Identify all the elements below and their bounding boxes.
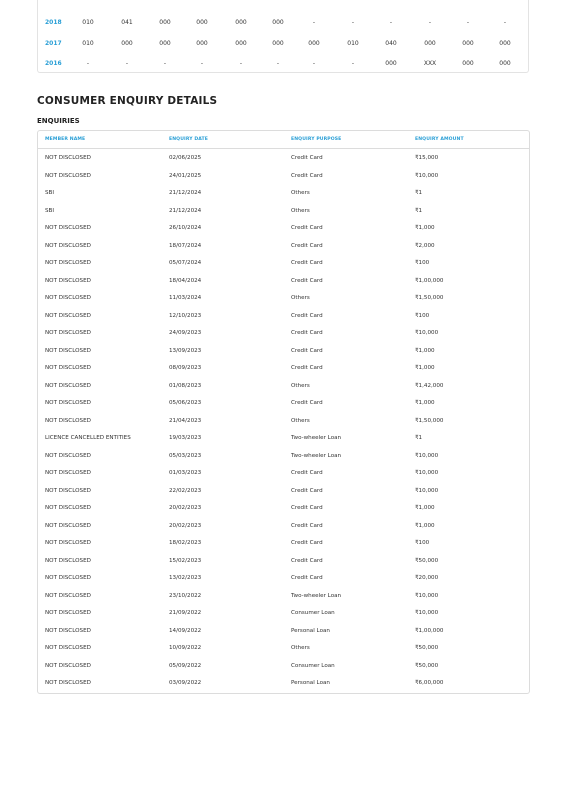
enquiry-date-cell: 21/04/2023 (169, 417, 202, 424)
table-row (38, 500, 529, 518)
enquiry-purpose-cell: Personal Loan (291, 627, 330, 634)
table-row (38, 255, 529, 273)
enquiry-date-cell: 11/03/2024 (169, 295, 202, 301)
history-cell: - (200, 60, 204, 67)
enquiry-amount-cell: ₹2,000 (415, 242, 435, 249)
table-row (38, 518, 529, 536)
enquiry-amount-cell: ₹1,000 (415, 347, 435, 354)
history-cell: - (351, 60, 355, 67)
history-cell: 040 (385, 40, 397, 47)
enquiry-purpose-cell: Others (291, 417, 310, 424)
member-name-cell: NOT DISCLOSED (45, 277, 91, 284)
enquiry-purpose-cell: Credit Card (291, 312, 323, 319)
history-cell: - (466, 19, 470, 26)
enquiry-purpose-cell: Credit Card (291, 400, 323, 406)
history-cell: - (428, 19, 432, 26)
enquiry-purpose-cell: Credit Card (291, 242, 323, 249)
member-name-cell: NOT DISCLOSED (45, 592, 91, 599)
member-name-cell: SBI (45, 207, 55, 214)
enquiry-date-cell: 13/02/2023 (169, 575, 202, 581)
enquiry-date-cell: 19/03/2023 (169, 435, 202, 441)
member-name-cell: NOT DISCLOSED (45, 645, 91, 651)
member-name-cell: NOT DISCLOSED (45, 470, 91, 476)
member-name-cell: NOT DISCLOSED (45, 417, 91, 424)
member-name-cell: SBI (45, 190, 55, 196)
table-row (38, 413, 529, 431)
enquiry-purpose-cell: Credit Card (291, 225, 323, 231)
enquiry-purpose-cell: Others (291, 645, 310, 651)
enquiry-amount-cell: ₹1 (415, 207, 423, 214)
enquiry-date-cell: 21/09/2022 (169, 610, 202, 616)
enquiry-purpose-cell: Credit Card (291, 347, 323, 354)
enquiry-date-cell: 20/02/2023 (169, 522, 202, 529)
enquiry-purpose-cell: Two-wheeler Loan (291, 435, 342, 441)
enquiry-date-cell: 18/02/2023 (169, 540, 202, 546)
member-name-cell: NOT DISCLOSED (45, 662, 91, 669)
enquiries-body (38, 150, 529, 693)
enquiry-date-cell: 26/10/2024 (169, 225, 202, 231)
history-cell: 010 (82, 40, 94, 47)
member-name-cell: NOT DISCLOSED (45, 242, 91, 249)
history-cell: 000 (196, 19, 208, 26)
history-cell: 000 (272, 40, 284, 47)
member-name-cell: NOT DISCLOSED (45, 540, 91, 546)
history-cell: 000 (499, 40, 511, 47)
enquiry-amount-cell: ₹1,42,000 (415, 382, 444, 389)
history-cell: 000 (159, 40, 171, 47)
column-header-enquiry-date: ENQUIRY DATE (169, 137, 209, 142)
column-header-enquiry-purpose: ENQUIRY PURPOSE (291, 137, 342, 142)
member-name-cell: NOT DISCLOSED (45, 487, 91, 494)
member-name-cell: NOT DISCLOSED (45, 627, 91, 634)
enquiry-purpose-cell: Personal Loan (291, 680, 330, 686)
table-row (38, 623, 529, 641)
table-row (38, 308, 529, 326)
history-cell: 000 (385, 60, 397, 67)
enquiry-date-cell: 05/09/2022 (169, 662, 202, 669)
member-name-cell: NOT DISCLOSED (45, 680, 91, 686)
table-row (38, 535, 529, 553)
table-row (38, 203, 529, 221)
enquiry-purpose-cell: Credit Card (291, 330, 323, 336)
history-cell: 000 (462, 60, 474, 67)
table-row (38, 588, 529, 606)
history-row (38, 38, 528, 50)
enquiry-amount-cell: ₹50,000 (415, 662, 439, 669)
table-row (38, 220, 529, 238)
enquiry-purpose-cell: Credit Card (291, 522, 323, 529)
enquiry-amount-cell: ₹1,50,000 (415, 417, 444, 424)
enquiry-amount-cell: ₹100 (415, 260, 430, 266)
enquiry-date-cell: 01/03/2023 (169, 470, 202, 476)
member-name-cell: NOT DISCLOSED (45, 347, 91, 354)
enquiry-date-cell: 22/02/2023 (169, 487, 202, 494)
table-row (38, 465, 529, 483)
enquiry-amount-cell: ₹20,000 (415, 575, 439, 581)
column-header-member-name: MEMBER NAME (45, 137, 86, 142)
table-row (38, 168, 529, 186)
member-name-cell: NOT DISCLOSED (45, 452, 91, 459)
enquiry-purpose-cell: Credit Card (291, 557, 323, 564)
member-name-cell: NOT DISCLOSED (45, 505, 91, 511)
history-cell: - (351, 19, 355, 26)
table-row (38, 483, 529, 501)
enquiry-amount-cell: ₹1,000 (415, 522, 435, 529)
enquiries-header-row (38, 131, 529, 149)
enquiry-date-cell: 13/09/2023 (169, 347, 202, 354)
table-row (38, 430, 529, 448)
history-cell: XXX (423, 60, 437, 67)
enquiry-date-cell: 05/07/2024 (169, 260, 202, 266)
member-name-cell: NOT DISCLOSED (45, 155, 91, 161)
history-cell: - (312, 60, 316, 67)
enquiry-amount-cell: ₹10,000 (415, 330, 439, 336)
enquiry-amount-cell: ₹1,000 (415, 400, 435, 406)
member-name-cell: NOT DISCLOSED (45, 295, 91, 301)
enquiry-purpose-cell: Credit Card (291, 505, 323, 511)
history-cell: 000 (235, 40, 247, 47)
history-row (38, 17, 528, 29)
history-cell: 000 (462, 40, 474, 47)
enquiry-purpose-cell: Credit Card (291, 365, 323, 371)
member-name-cell: NOT DISCLOSED (45, 312, 91, 319)
history-cell: 000 (159, 19, 171, 26)
enquiry-amount-cell: ₹100 (415, 312, 430, 319)
table-row (38, 343, 529, 361)
member-name-cell: NOT DISCLOSED (45, 260, 91, 266)
member-name-cell: LICENCE CANCELLED ENTITIES (45, 435, 131, 441)
enquiry-amount-cell: ₹1,000 (415, 505, 435, 511)
member-name-cell: NOT DISCLOSED (45, 522, 91, 529)
history-cell: - (312, 19, 316, 26)
history-cell: 000 (424, 40, 436, 47)
enquiry-date-cell: 24/09/2023 (169, 330, 202, 336)
enquiry-purpose-cell: Others (291, 190, 310, 196)
table-row (38, 640, 529, 658)
history-cell: 000 (196, 40, 208, 47)
enquiry-purpose-cell: Credit Card (291, 260, 323, 266)
enquiry-amount-cell: ₹1,00,000 (415, 277, 444, 284)
enquiry-date-cell: 08/09/2023 (169, 365, 202, 371)
table-row (38, 360, 529, 378)
enquiry-date-cell: 21/12/2024 (169, 207, 202, 214)
enquiry-amount-cell: ₹10,000 (415, 452, 439, 459)
enquiry-purpose-cell: Two-wheeler Loan (291, 452, 342, 459)
table-row (38, 325, 529, 343)
history-cell: 000 (121, 40, 133, 47)
enquiry-purpose-cell: Others (291, 295, 310, 301)
table-row (38, 150, 529, 168)
table-row (38, 553, 529, 571)
enquiry-purpose-cell: Credit Card (291, 470, 323, 476)
enquiry-date-cell: 05/03/2023 (169, 452, 202, 459)
history-year: 2016 (45, 60, 62, 67)
enquiry-amount-cell: ₹1,000 (415, 225, 435, 231)
history-cell: 000 (499, 60, 511, 67)
enquiry-purpose-cell: Consumer Loan (291, 610, 335, 616)
enquiry-amount-cell: ₹10,000 (415, 610, 439, 616)
enquiry-amount-cell: ₹1,50,000 (415, 295, 444, 301)
table-row (38, 238, 529, 256)
table-row (38, 675, 529, 693)
enquiry-amount-cell: ₹1 (415, 190, 423, 196)
member-name-cell: NOT DISCLOSED (45, 382, 91, 389)
member-name-cell: NOT DISCLOSED (45, 557, 91, 564)
payment-history-table (37, 0, 529, 73)
history-cell: - (239, 60, 243, 67)
table-row (38, 605, 529, 623)
table-row (38, 273, 529, 291)
enquiry-purpose-cell: Credit Card (291, 172, 323, 179)
history-row (38, 58, 528, 70)
enquiry-amount-cell: ₹50,000 (415, 557, 439, 564)
enquiry-amount-cell: ₹10,000 (415, 172, 439, 179)
history-cell: - (125, 60, 129, 67)
table-row (38, 185, 529, 203)
enquiry-amount-cell: ₹10,000 (415, 487, 439, 494)
enquiry-amount-cell: ₹1,00,000 (415, 627, 444, 634)
enquiries-title: ENQUIRIES (37, 117, 80, 125)
history-cell: 000 (235, 19, 247, 26)
history-cell: - (503, 19, 507, 26)
enquiry-date-cell: 20/02/2023 (169, 505, 202, 511)
table-row (38, 570, 529, 588)
enquiry-amount-cell: ₹15,000 (415, 155, 439, 161)
member-name-cell: NOT DISCLOSED (45, 400, 91, 406)
enquiry-date-cell: 23/10/2022 (169, 592, 202, 599)
enquiry-date-cell: 10/09/2022 (169, 645, 202, 651)
member-name-cell: NOT DISCLOSED (45, 575, 91, 581)
enquiry-purpose-cell: Consumer Loan (291, 662, 335, 669)
enquiry-amount-cell: ₹6,00,000 (415, 680, 444, 686)
enquiry-amount-cell: ₹1,000 (415, 365, 435, 371)
member-name-cell: NOT DISCLOSED (45, 610, 91, 616)
history-cell: - (163, 60, 167, 67)
enquiry-purpose-cell: Credit Card (291, 540, 323, 546)
enquiry-date-cell: 01/08/2023 (169, 382, 202, 389)
enquiry-amount-cell: ₹50,000 (415, 645, 439, 651)
enquiry-amount-cell: ₹10,000 (415, 592, 439, 599)
history-cell: 010 (347, 40, 359, 47)
history-cell: 010 (82, 19, 94, 26)
enquiry-date-cell: 12/10/2023 (169, 312, 202, 319)
enquiry-amount-cell: ₹1 (415, 435, 423, 441)
enquiry-date-cell: 18/04/2024 (169, 277, 202, 284)
history-cell: - (86, 60, 90, 67)
enquiry-purpose-cell: Credit Card (291, 575, 323, 581)
history-cell: - (389, 19, 393, 26)
table-row (38, 395, 529, 413)
column-header-enquiry-amount: ENQUIRY AMOUNT (415, 137, 464, 142)
table-row (38, 448, 529, 466)
history-year: 2018 (45, 19, 62, 26)
enquiry-date-cell: 03/09/2022 (169, 680, 202, 686)
history-year: 2017 (45, 40, 62, 47)
enquiry-purpose-cell: Credit Card (291, 487, 323, 494)
enquiry-date-cell: 18/07/2024 (169, 242, 202, 249)
member-name-cell: NOT DISCLOSED (45, 225, 91, 231)
member-name-cell: NOT DISCLOSED (45, 172, 91, 179)
member-name-cell: NOT DISCLOSED (45, 365, 91, 371)
table-row (38, 290, 529, 308)
enquiry-amount-cell: ₹100 (415, 540, 430, 546)
enquiry-amount-cell: ₹10,000 (415, 470, 439, 476)
enquiry-purpose-cell: Credit Card (291, 277, 323, 284)
enquiry-purpose-cell: Two-wheeler Loan (291, 592, 342, 599)
history-cell: 000 (308, 40, 320, 47)
enquiry-date-cell: 15/02/2023 (169, 557, 202, 564)
table-row (38, 658, 529, 676)
enquiry-date-cell: 05/06/2023 (169, 400, 202, 406)
enquiry-date-cell: 14/09/2022 (169, 627, 202, 634)
history-cell: 041 (121, 19, 133, 26)
enquiry-purpose-cell: Others (291, 207, 310, 214)
member-name-cell: NOT DISCLOSED (45, 330, 91, 336)
enquiries-table (37, 130, 530, 694)
enquiry-date-cell: 02/06/2025 (169, 155, 202, 161)
enquiry-purpose-cell: Credit Card (291, 155, 323, 161)
history-cell: - (276, 60, 280, 67)
history-cell: 000 (272, 19, 284, 26)
enquiry-purpose-cell: Others (291, 382, 310, 389)
enquiry-date-cell: 21/12/2024 (169, 190, 202, 196)
enquiry-date-cell: 24/01/2025 (169, 172, 202, 179)
table-row (38, 378, 529, 396)
section-title: CONSUMER ENQUIRY DETAILS (37, 95, 218, 107)
